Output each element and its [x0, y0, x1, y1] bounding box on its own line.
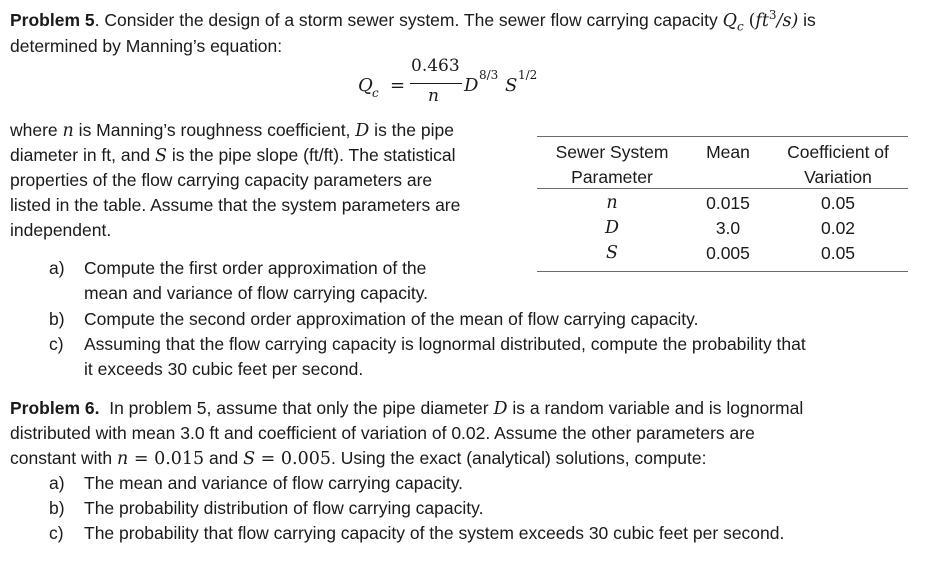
problem5-line2: determined by Manning’s equation: — [10, 36, 283, 56]
eq-denominator: n — [428, 86, 439, 106]
var-s: S — [154, 146, 167, 166]
item-text: Compute the first order approximation of the — [84, 258, 427, 278]
item-label: a) — [49, 258, 65, 278]
problem5-intro-end: is — [798, 10, 816, 30]
problem6-line1 — [10, 398, 803, 419]
item-label: c) — [49, 523, 64, 543]
eq-s-symbol: S — [505, 75, 518, 96]
p6-text: In problem 5, assume that only the pipe diameter — [109, 398, 494, 418]
header-parameter-line2: Parameter — [571, 167, 653, 187]
header-mean: Mean — [706, 142, 750, 162]
table-cell-param: D — [604, 218, 620, 238]
item-text: The mean and variance of flow carrying capacity. — [84, 473, 464, 493]
problem5-title: Problem 5 — [10, 10, 95, 30]
para-text: is the pipe slope (ft/ft). The statistical — [166, 145, 456, 165]
p6-text: is a random variable and is lognormal — [507, 398, 804, 418]
eq-s-exponent: 1/2 — [518, 68, 538, 82]
para-text: diameter in ft, and — [10, 145, 155, 165]
var-n: n — [62, 121, 74, 141]
table-header-rule — [537, 188, 908, 189]
var-d: D — [493, 399, 508, 419]
n-value: = 0.015 — [128, 449, 205, 469]
problem5-intro: . Consider the design of a storm sewer system. The sewer flow carrying capacity — [94, 10, 723, 30]
s-value: = 0.005 — [255, 449, 331, 469]
header-cov-line1: Coefficient of — [787, 142, 889, 162]
table-top-rule — [537, 136, 908, 137]
problem5-line1 — [10, 10, 816, 34]
eq-d-symbol: D — [464, 75, 479, 96]
table-cell-cov: 0.05 — [820, 193, 856, 213]
unit-ft: ft — [755, 11, 769, 31]
var-s: S — [243, 449, 256, 469]
item-label: b) — [49, 309, 65, 329]
paragraph-line-2 — [10, 145, 456, 166]
item-text: The probability distribution of flow carrying capacity. — [84, 498, 484, 518]
table-cell-mean: 0.005 — [706, 243, 750, 263]
table-cell-param: n — [606, 193, 618, 213]
eq-numerator: 0.463 — [411, 56, 460, 76]
p6-text: . Using the exact (analytical) solutions, compute: — [331, 448, 707, 468]
eq-lhs-subscript: c — [372, 86, 379, 100]
qc-subscript: c — [736, 19, 744, 34]
item-text: Compute the second order approximation of the mean of flow carrying capacity. — [84, 309, 699, 329]
table-cell-cov: 0.05 — [820, 243, 856, 263]
item-text: it exceeds 30 cubic feet per second. — [84, 359, 364, 379]
header-parameter-line1: Sewer System — [555, 142, 669, 162]
eq-lhs: Q — [358, 75, 373, 96]
unit-rest: /s) — [776, 11, 799, 31]
item-text: Assuming that the flow carrying capacity is lognormal distributed, compute the probability that — [84, 334, 806, 354]
para-text: where — [10, 120, 63, 140]
problem6-line3 — [10, 448, 706, 469]
problem6-title: Problem 6. — [10, 398, 100, 418]
eq-fraction-bar — [410, 83, 462, 84]
eq-d-exponent: 8/3 — [479, 68, 499, 82]
para-text: is the pipe — [369, 120, 454, 140]
item-label: b) — [49, 498, 65, 518]
var-n: n — [117, 449, 129, 469]
var-d: D — [355, 121, 370, 141]
p6-text: constant with — [10, 448, 117, 468]
eq-equals: = — [390, 75, 406, 96]
item-label: a) — [49, 473, 65, 493]
qc-symbol: Q — [722, 11, 737, 31]
table-cell-param: S — [606, 243, 618, 263]
table-cell-cov: 0.02 — [820, 218, 856, 238]
header-cov-line2: Variation — [804, 167, 872, 187]
paragraph-line-1 — [10, 120, 454, 141]
unit-open: ( — [748, 11, 756, 31]
paragraph-line-5: independent. — [10, 220, 112, 240]
paragraph-line-4: listed in the table. Assume that the system parameters are — [10, 195, 461, 215]
item-text: The probability that flow carrying capacity of the system exceeds 30 cubic feet per second. — [84, 523, 785, 543]
p6-text: and — [204, 448, 244, 468]
paragraph-line-3: properties of the flow carrying capacity parameters are — [10, 170, 433, 190]
item-label: c) — [49, 334, 64, 354]
para-text: is Manning’s roughness coefficient, — [73, 120, 356, 140]
table-bottom-rule — [537, 271, 908, 272]
table-cell-mean: 3.0 — [715, 218, 741, 238]
unit-exponent: 3 — [768, 8, 777, 22]
table-cell-mean: 0.015 — [706, 193, 750, 213]
item-text: mean and variance of flow carrying capacity. — [84, 283, 429, 303]
problem6-line2: distributed with mean 3.0 ft and coefficient of variation of 0.02. Assume the other parameters are — [10, 423, 755, 443]
